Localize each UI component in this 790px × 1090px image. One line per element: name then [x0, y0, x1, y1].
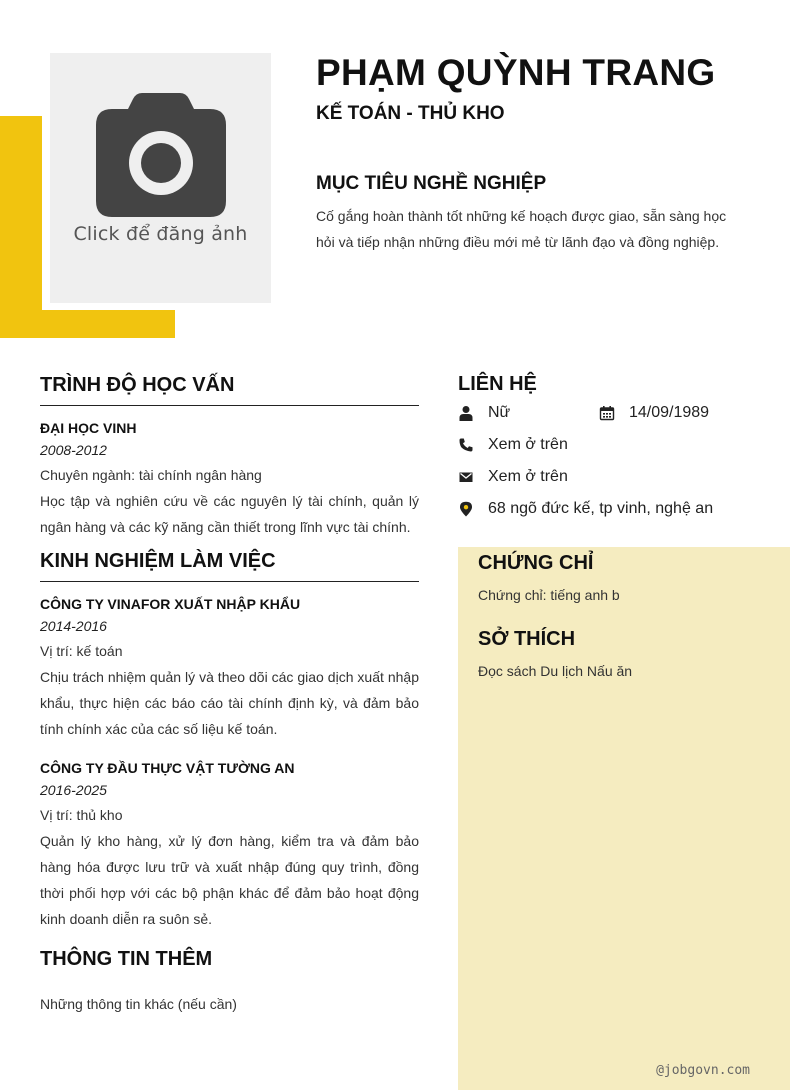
- phone-icon: [458, 437, 474, 453]
- photo-upload[interactable]: [50, 53, 271, 303]
- candidate-role: KẾ TOÁN - THỦ KHO: [316, 103, 505, 124]
- job-position: Vị trí: thủ kho: [40, 807, 123, 823]
- person-icon: [458, 405, 474, 421]
- address-value: 68 ngõ đức kế, tp vinh, nghệ an: [488, 500, 714, 517]
- objective-heading: MỤC TIÊU NGHỀ NGHIỆP: [316, 173, 547, 194]
- job-period: 2014-2016: [40, 618, 107, 634]
- accent-bar-horizontal: [0, 310, 175, 338]
- hobbies-text: Đọc sách Du lịch Nấu ăn: [478, 663, 633, 679]
- company-name: CÔNG TY ĐẦU THỰC VẬT TƯỜNG AN: [40, 760, 295, 776]
- email-value: Xem ở trên: [488, 468, 568, 485]
- birthday-value: 14/09/1989: [629, 404, 710, 421]
- calendar-icon: [599, 405, 615, 421]
- education-entry: [40, 418, 419, 540]
- experience-heading: KINH NGHIỆM LÀM VIỆC: [40, 550, 419, 582]
- job-position: Vị trí: kế toán: [40, 643, 123, 659]
- additional-info-text: Những thông tin khác (nếu cần): [40, 996, 237, 1012]
- gender-value: Nữ: [488, 404, 511, 421]
- job-period: 2016-2025: [40, 782, 107, 798]
- experience-entry: [40, 758, 419, 932]
- contact-birthday: [599, 404, 709, 422]
- photo-upload-label: Click để đăng ảnh: [73, 223, 248, 245]
- hobbies-heading: SỞ THÍCH: [478, 628, 576, 650]
- mail-icon: [458, 469, 474, 485]
- education-description: Học tập và nghiên cứu về các nguyên lý tài chính, quản lý ngân hàng và các kỹ năng cần thiết trong lĩnh vực tài chính.: [40, 493, 419, 535]
- additional-info-heading: THÔNG TIN THÊM: [40, 948, 213, 970]
- certificates-text: Chứng chỉ: tiếng anh b: [478, 587, 620, 603]
- contact-gender: [458, 404, 510, 422]
- contact-address: [458, 500, 713, 518]
- education-period: 2008-2012: [40, 442, 107, 458]
- accent-bar-vertical: [0, 116, 42, 338]
- contact-phone: [458, 436, 568, 454]
- contact-email: [458, 468, 568, 486]
- objective-text: Cố gắng hoàn thành tốt những kế hoạch được giao, sẵn sàng học hỏi và tiếp nhận những điều mới mẻ từ lãnh đạo và đồng nghiệp.: [316, 208, 727, 250]
- candidate-name: PHẠM QUỲNH TRANG: [316, 52, 716, 93]
- phone-value: Xem ở trên: [488, 436, 568, 453]
- school-name: ĐẠI HỌC VINH: [40, 420, 137, 436]
- camera-icon: [94, 89, 228, 223]
- location-pin-icon: [458, 501, 474, 517]
- certificates-heading: CHỨNG CHỈ: [478, 552, 594, 574]
- contact-heading: LIÊN HỆ: [458, 373, 537, 395]
- watermark: @jobgovn.com: [656, 1063, 750, 1078]
- job-description: Chịu trách nhiệm quản lý và theo dõi các giao dịch xuất nhập khẩu, thực hiện các báo cáo tài chính định kỳ, và đảm bảo tính chính xác của các số liệu kế toán.: [40, 669, 419, 737]
- experience-entry: [40, 594, 419, 742]
- job-description: Quản lý kho hàng, xử lý đơn hàng, kiểm tra và đảm bảo hàng hóa được lưu trữ và xuất nhập đúng quy trình, đồng thời phối hợp với các bộ phận khác để đảm bảo hoạt động kinh doanh diễn ra suôn sẻ.: [40, 833, 419, 927]
- side-panel: [458, 547, 790, 1090]
- left-column: [40, 374, 419, 1017]
- education-major: Chuyên ngành: tài chính ngân hàng: [40, 467, 262, 483]
- education-heading: TRÌNH ĐỘ HỌC VẤN: [40, 374, 419, 406]
- company-name: CÔNG TY VINAFOR XUẤT NHẬP KHẨU: [40, 596, 301, 612]
